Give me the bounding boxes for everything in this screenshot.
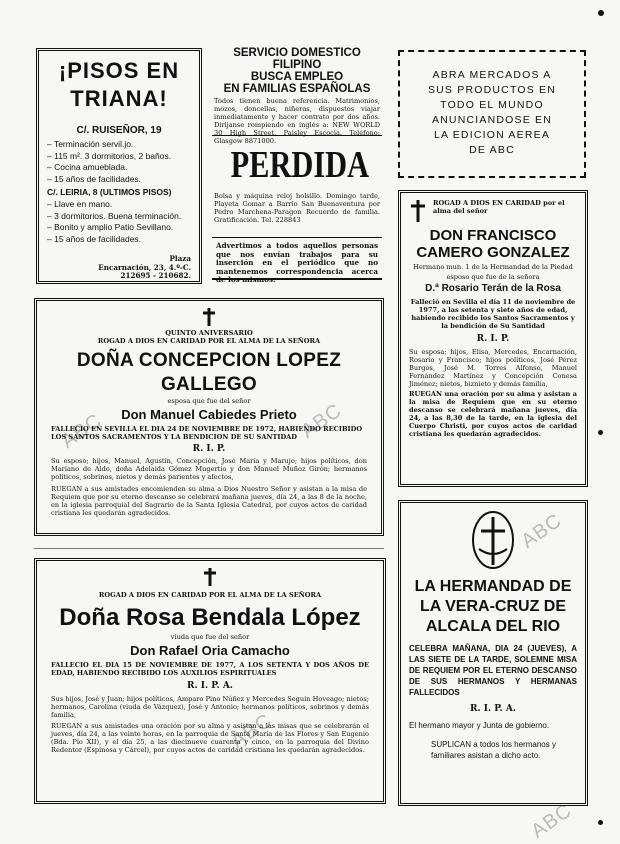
ad-perdida bbox=[212, 138, 382, 238]
ad-abra-line: ABRA MERCADOS A bbox=[432, 69, 552, 81]
list-item: – 15 años de facilidades. bbox=[47, 173, 142, 184]
obit-bendala-family: Sus hijos, José y Juan; hijos políticos, Amparo Pino Núñez y Mercedes Seguin Hoveago; nietos; hermanos, Carolina (viuda de Vázquez), José y Antonio; hermanos políticos, sobrinos y demás familia, bbox=[51, 695, 369, 719]
ad-pisos-triana bbox=[36, 48, 202, 284]
obit-lopez-mass: RUEGAN a sus amistades encomienden su alma a Dios Nuestro Señor y asistan a la misa de Requiem que por su eterno descanso se celebrará mañana jueves, día 24, a las 8 de la noche, en la iglesia parroquial del Sagrario de la Santa Iglesia Catedral, por cuyos actos de caridad cristiana les quedarán agradecidos. bbox=[51, 485, 367, 517]
obit-bendala-intro: ROGAD A DIOS EN CARIDAD POR EL ALMA DE LA SEÑORA bbox=[98, 591, 322, 599]
obituary-camero bbox=[398, 190, 588, 487]
divider bbox=[34, 548, 384, 549]
ad-servicio-headline-1: SERVICIO DOMESTICO FILIPINO bbox=[233, 47, 361, 71]
crest-icon bbox=[470, 509, 516, 571]
ad-hermandad-headline: LA HERMANDAD DE LA VERA-CRUZ DE ALCALA DEL RIO bbox=[414, 578, 572, 635]
obit-lopez-rip: R. I. P. bbox=[192, 444, 226, 454]
obit-camero-spouse-intro: esposo que fue de la señora bbox=[446, 273, 540, 281]
watermark: ABC bbox=[517, 509, 567, 553]
ad-pisos-section2-list bbox=[47, 199, 191, 245]
ad-pisos-contact-address: Encarnación, 23, 4.º-C. bbox=[98, 262, 191, 272]
obit-lopez-pretitle: QUINTO ANIVERSARIO bbox=[165, 329, 253, 337]
obit-bendala-name: Doña Rosa Bendala López bbox=[59, 604, 361, 631]
ad-pisos-contact-name: Plaza bbox=[169, 254, 191, 263]
page-mark bbox=[598, 820, 603, 825]
ad-hermandad-signoff: El hermano mayor y Junta de gobierno. bbox=[409, 721, 550, 730]
obit-lopez-spouse-intro: esposa que fue del señor bbox=[167, 397, 251, 405]
ad-hermandad-rip: R. I. P. A. bbox=[470, 704, 516, 714]
obit-bendala-rip: R. I. P. A. bbox=[187, 681, 233, 691]
ad-hermandad-body: CELEBRA MAÑANA, DIA 24 (JUEVES), A LAS SIETE DE LA TARDE, SOLEMNE MISA DE REQUIEM POR EL ETERNO DESCANSO DE SUS HERMANOS Y HERMANAS FALLECIDOS bbox=[409, 644, 577, 697]
page-mark bbox=[598, 10, 604, 16]
ad-hermandad-closing: SUPLICAN a todos los hermanos y familiares asistan a dicho acto. bbox=[431, 740, 556, 760]
ad-servicio-body: Todos tienen buena referencia. Matrimonios, mozos, doncellas, niñeras, dispuestos viajar inmediatamente y hacer contrato por dos años. Diríjanse rompiendo en inglés a: NEW WORLD 30 High Street, Paisley Escocia. Teléfono: Glasgow 8871000. bbox=[214, 97, 380, 145]
ad-servicio-domestico bbox=[212, 46, 382, 145]
list-item: – 115 m². 3 dormitorios, 2 baños. bbox=[47, 150, 172, 161]
obit-camero-intro: ROGAD A DIOS EN CARIDAD por el alma del señor bbox=[433, 199, 565, 215]
ad-pisos-contact-phone: 212695 - 210682. bbox=[120, 271, 191, 281]
obit-camero-name: DON FRANCISCO CAMERO GONZALEZ bbox=[416, 227, 570, 261]
ad-pisos-section1-title: C/. RUISEÑOR, 19 bbox=[76, 125, 162, 136]
obit-camero-mass: RUEGAN una oración por su alma y asistan a la misa de Requiem que en su eterno descanso se celebrará mañana jueves, día 24, a las 8,30 de la tarde, en la iglesia del Cuerpo Christi, por cuyos actos de caridad cristiana les quedarán agradecidos. bbox=[409, 390, 577, 438]
ad-abra-line: LA EDICION AEREA bbox=[433, 129, 551, 141]
list-item: – Llave en mano. bbox=[47, 199, 113, 209]
cross-icon bbox=[202, 567, 218, 587]
obit-camero-spouse: D.ª Rosario Terán de la Rosa bbox=[425, 283, 561, 294]
obit-bendala-mass: RUEGAN a sus amistades una oración por su alma y asistan a las misas que se celebrarán el jueves, día 24, a las veinte horas, en la parroquia de Santa María de las Flores y San Eugenio (Bda. Pío XII), y el día 25, a las diecinueve cuarenta y cinco, en la parroquia del Divino Redentor (Espinosa y Cárcel), por cuyos actos de caridad cristiana les quedarán agradecidos. bbox=[51, 722, 369, 754]
watermark: ABC bbox=[527, 799, 577, 843]
list-item: – Cocina amueblada. bbox=[47, 162, 128, 172]
ad-abra-line: TODO EL MUNDO bbox=[440, 99, 544, 111]
watermark: ABC bbox=[227, 709, 277, 753]
obit-bendala-spouse-intro: viuda que fue del señor bbox=[170, 633, 250, 641]
obit-camero-death: Falleció en Sevilla el día 11 de noviembre de 1977, a las setenta y siete años de edad, habiendo recibido los Santos Sacramentos y la bendición de Su Santidad bbox=[410, 298, 576, 330]
ad-abra-line: SUS PRODUCTOS EN bbox=[427, 84, 557, 96]
list-item: – Bonito y amplio Patio Sevillano. bbox=[47, 222, 174, 232]
ad-notice-body: Advertimos a todos aquellos personas que nos envían trabajos para su inserción en el periódico que no mantenemos correspondencia acerca de los mismos. bbox=[216, 241, 378, 285]
ad-servicio-headline-3: EN FAMILIAS ESPAÑOLAS bbox=[223, 83, 371, 95]
ad-notice bbox=[212, 240, 382, 285]
cross-icon bbox=[201, 307, 217, 327]
list-item: – Terminación servil.jo. bbox=[47, 139, 134, 149]
cross-icon bbox=[409, 199, 427, 223]
obit-lopez-name: DOÑA CONCEPCION LOPEZ GALLEGO bbox=[76, 350, 342, 395]
obit-lopez-intro: ROGAD A DIOS EN CARIDAD POR EL ALMA DE LA SEÑORA bbox=[97, 337, 321, 345]
ad-perdida-headline: PERDIDA bbox=[230, 144, 370, 186]
ad-pisos-section1-list bbox=[47, 139, 191, 185]
watermark: ABC bbox=[297, 399, 347, 443]
obit-camero-rip: R. I. P. bbox=[476, 334, 510, 344]
ad-abra-line: DE ABC bbox=[469, 144, 515, 156]
list-item: – 3 dormitorios. Buena terminación. bbox=[47, 210, 182, 221]
obit-camero-role: Hermano mun. 1 de la Hermandad de la Piedad bbox=[413, 263, 573, 271]
ad-hermandad-vera-cruz bbox=[398, 500, 588, 806]
obit-bendala-spouse: Don Rafael Oria Camacho bbox=[130, 643, 290, 658]
obit-camero-family: Su esposa; hijos, Elisa, Mercedes, Encarnación, Rosario y Francisco; hijos políticos, José Pérez Burgos, José M. Torres Alfonso, Manuel Fernández Martínez y Concepción Conesa Jiménez; nietos, biznieto y demás familia, bbox=[409, 348, 577, 388]
obit-bendala-death: FALLECIO EL DIA 15 DE NOVIEMBRE DE 1977, A LOS SETENTA Y DOS AÑOS DE EDAD, HABIENDO RECIBIDO LOS AUXILIOS ESPIRITUALES bbox=[51, 661, 369, 677]
ad-pisos-headline: ¡PISOS EN TRIANA! bbox=[58, 58, 180, 111]
page-mark bbox=[598, 430, 603, 435]
obit-lopez-spouse: Don Manuel Cabiedes Prieto bbox=[121, 407, 297, 422]
watermark: ABC bbox=[57, 409, 107, 453]
obit-lopez-death: FALLECIO EN SEVILLA EL DIA 24 DE NOVIEMBRE DE 1972, HABIENDO RECIBIDO LOS SANTOS SACRAMENTOS Y LA BENDICION DE SU SANTIDAD bbox=[51, 425, 363, 441]
obit-lopez-family: Su esposo; hijos, Manuel, Agustín, Concepción, José María y Marujo; hijos políticos, don Mariano de Aldo, doña Adelaida Gómez Mugertio y don Manuel Muñoz Girón; hermanos políticos, sobrinos, nietos y demás parientes y afectos, bbox=[51, 457, 367, 481]
obituary-lopez-gallego bbox=[34, 298, 384, 536]
ad-servicio-headline-2: BUSCA EMPLEO bbox=[250, 71, 344, 83]
list-item: – 15 años de facilidades. bbox=[47, 233, 142, 244]
obituary-bendala bbox=[34, 558, 386, 804]
ad-abra-line: ANUNCIANDOSE EN bbox=[431, 114, 553, 126]
ad-pisos-section2-title: C/. LEIRIA, 8 (ULTIMOS PISOS) bbox=[47, 187, 172, 197]
ad-abra-mercados bbox=[398, 50, 586, 178]
ad-perdida-body: Bolsa y máquina reloj bolsillo. Domingo tarde, Playeta Gomar a Barrio San Buenaventura por Pedro Marchena-Paragon Recuerdo de familia. Gratificación. Tel. 228843 bbox=[214, 192, 380, 224]
